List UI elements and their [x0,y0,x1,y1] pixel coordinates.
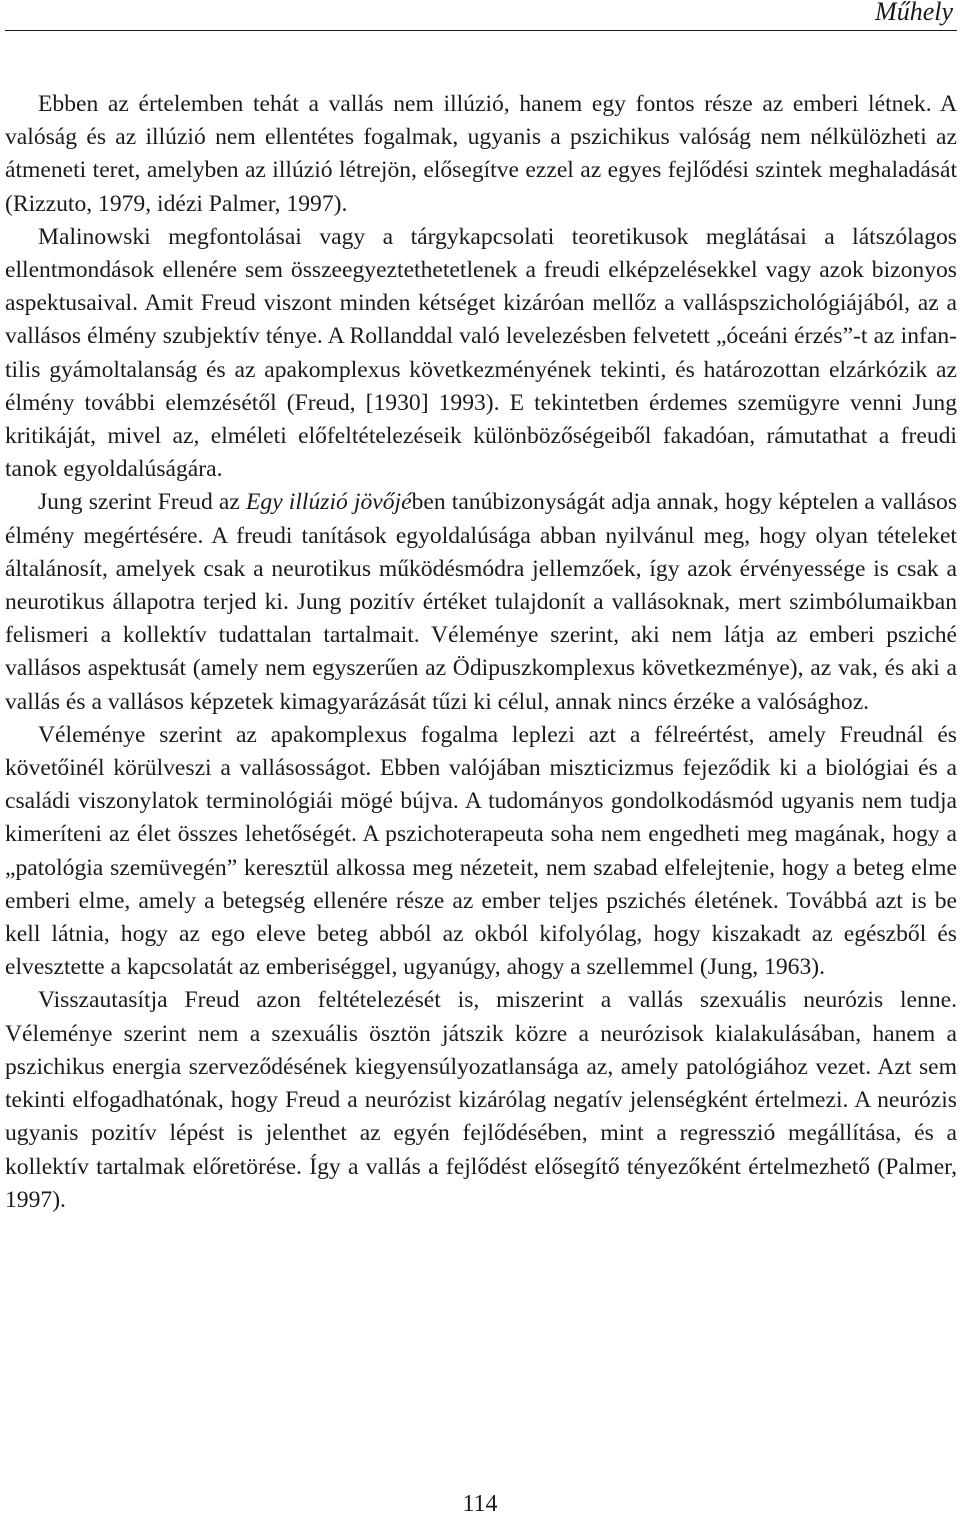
book-title-italic: Egy illúzió jövőjé [245,489,412,516]
paragraph [5,88,957,221]
paragraph [5,221,957,487]
paragraph-text: Visszautasítja Freud azon feltételezését is, miszerint a vallás szexuális neurózis lenne. Véleménye szerint nem a szexuális ösztön játszik közre a neurózisok kialakulásában, hanem a pszichikus energia szerveződésének kiegyensúlyozatlansága az, amely patológiához vezet. Azt sem tekinti elfogadhatónak, hogy Freud a neurózist kizárólag negatív jelenségként értelmezi. A neurózis ugyanis pozitív lépést is jelenthet az egyén fejlődésében, mint a regresszió megállítása, és a kollektív tartalmak előretörése. Így a vallás a fejlődést elősegítő tényezőként értelmezhető (Palmer, 1997). [5,987,957,1213]
body-text [5,88,957,1217]
running-title: Műhely [875,0,953,26]
paragraph [5,984,957,1216]
paragraph [5,486,957,718]
paragraph-text: Ebben az értelemben tehát a vallás nem illúzió, hanem egy fontos része az emberi létnek. A valóság és az illúzió nem ellentétes fogalmak, ugyanis a pszichikus valóság nem nélkülözheti az átmeneti teret, amelyben az illúzió létrejön, elősegítve ezzel az egyes fejlődési szintek meghaladását (Rizzuto, 1979, idézi Palmer, 1997). [5,91,957,217]
page-number: 114 [462,1491,498,1517]
paragraph-text: Jung szerint Freud az [38,489,246,516]
paragraph-text: ben tanúbizonyságát adja annak, hogy képtelen a vallásos élmény megértésére. A freudi tanítások egyoldalúsága abban nyilvánul meg, hogy olyan tételeket általánosít, amelyek csak a neurotikus működésmódra jellemzőek, így azok érvényessége is csak a neurotikus állapotra terjed ki. Jung pozitív értéket tulajdonít a vallásoknak, mert szimbólumaikban felismeri a kollektív tudattalan tartalmait. Véleménye szerint, aki nem látja az emberi psziché vallásos aspektusát (amely nem egyszerűen az Ödipuszkomplexus következménye), az vak, és aki a vallás és a vallásos képzetek kimagyarázását tűzi ki célul, annak nincs érzéke a valósághoz. [5,489,957,715]
paragraph-text: Véleménye szerint az apakomplexus fogalma leplezi azt a félreértést, amely Freudnál és követőinél körülveszi a vallásosságot. Ebben valójában miszticizmus fejeződik ki a biológiai és a családi viszonylatok terminológiái mögé bújva. A tudományos gondolkodásmód ugyanis nem tudja kimeríteni az élet összes lehetőségét. A pszichoterapeuta soha nem engedheti meg magának, hogy a „patológia szemüvegén” keresztül alkossa meg nézeteit, nem szabad elfelejtenie, hogy a beteg elme emberi elme, amely a betegség ellenére része az ember teljes pszichés életének. Továbbá azt is be kell látnia, hogy az ego eleve beteg abból az okból kifolyólag, hogy kiszakadt az egészből és elvesztette a kapcsolatát az emberiséggel, ugyanúgy, ahogy a szellemmel (Jung, 1963). [5,721,957,981]
running-head [5,0,957,31]
paragraph-text: Malinowski megfontolásai vagy a tárgykapcsolati teoretikusok meglátásai a látszólagos ellentmondások ellenére sem összeegyeztethetetlenek a freudi elképzelésekkel vagy azok bizonyos aspektusaival. Amit Freud viszont minden kétséget kizáróan mellőz a valláspszichológiájából, az a vallásos élmény szubjektív ténye. A Rollanddal való levelezésben felvetett „óceáni érzés”-t az infantilis gyámoltalanság és az apakomplexus következményének tekinti, és határozottan elzárkózik az élmény további elemzésétől (Freud, [1930] 1993). E tekintetben érdemes szemügyre venni Jung kritikáját, mivel az, elméleti előfeltételezéseik különbözőségeiből fakadóan, rámutathat a freudi tanok egyoldalúságára. [5,223,957,483]
paragraph [5,719,957,985]
